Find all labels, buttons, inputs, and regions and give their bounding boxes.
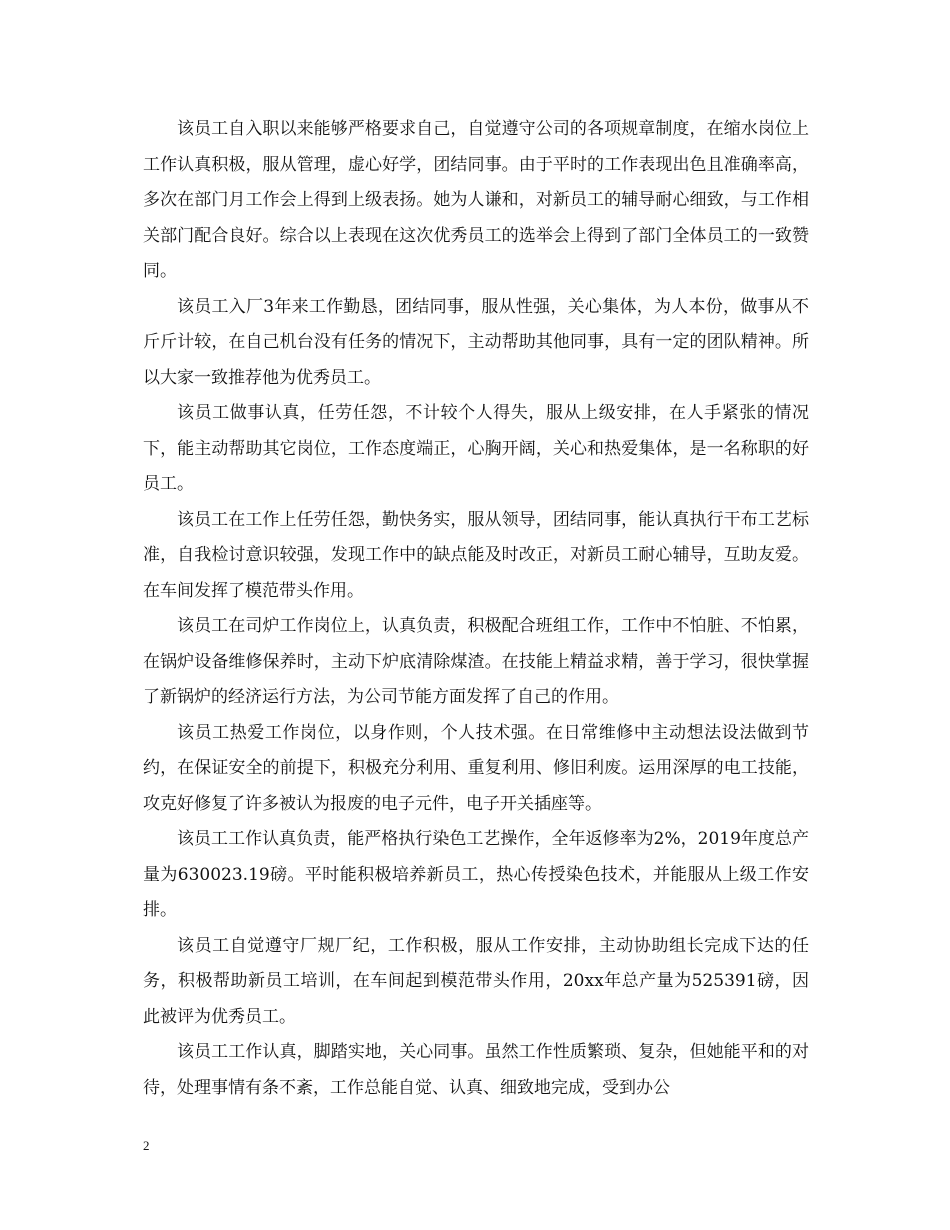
paragraph-9: 该员工工作认真，脚踏实地，关心同事。虽然工作性质繁琐、复杂，但她能平和的对待，处理事情有条不紊，工作总能自觉、认真、细致地完成，受到办公 xyxy=(143,1042,809,1098)
paragraph-2: 该员工入厂3年来工作勤恳，团结同事，服从性强，关心集体，为人本份，做事从不斤斤计较，在自己机台没有任务的情况下，主动帮助其他同事，具有一定的团队精神。所以大家一致推荐他为优秀员工。 xyxy=(143,296,809,388)
paragraph-6: 该员工热爱工作岗位，以身作则，个人技术强。在日常维修中主动想法设法做到节约，在保证安全的前提下，积极充分利用、重复利用、修旧利废。运用深厚的电工技能，攻克好修复了许多被认为报废的电子元件，电子开关插座等。 xyxy=(143,722,809,814)
paragraph-4: 该员工在工作上任劳任怨，勤快务实，服从领导，团结同事，能认真执行干布工艺标准，自我检讨意识较强，发现工作中的缺点能及时改正，对新员工耐心辅导，互助友爱。在车间发挥了模范带头作用。 xyxy=(143,509,809,601)
paragraph-3: 该员工做事认真，任劳任怨，不计较个人得失，服从上级安排，在人手紧张的情况下，能主动帮助其它岗位，工作态度端正，心胸开阔，关心和热爱集体，是一名称职的好员工。 xyxy=(143,403,809,494)
page-number: 2 xyxy=(143,1138,150,1153)
paragraph-5: 该员工在司炉工作岗位上，认真负责，积极配合班组工作，工作中不怕脏、不怕累，在锅炉设备维修保养时，主动下炉底清除煤渣。在技能上精益求精，善于学习，很快掌握了新锅炉的经济运行方法，为公司节能方面发挥了自己的作用。 xyxy=(143,616,809,707)
paragraph-1: 该员工自入职以来能够严格要求自己，自觉遵守公司的各项规章制度，在缩水岗位上工作认真积极，服从管理，虚心好学，团结同事。由于平时的工作表现出色且准确率高，多次在部门月工作会上得到上级表扬。她为人谦和，对新员工的辅导耐心细致，与工作相关部门配合良好。综合以上表现在这次优秀员工的选举会上得到了部门全体员工的一致赞同。 xyxy=(143,119,809,281)
paragraph-8: 该员工自觉遵守厂规厂纪，工作积极，服从工作安排，主动协助组长完成下达的任务，积极帮助新员工培训，在车间起到模范带头作用，20xx年总产量为525391磅，因此被评为优秀员工。 xyxy=(143,935,809,1027)
paragraph-7: 该员工工作认真负责，能严格执行染色工艺操作，全年返修率为2%，2019年度总产量为630023.19磅。平时能积极培养新员工，热心传授染色技术，并能服从上级工作安排。 xyxy=(143,829,809,920)
document-body xyxy=(143,112,809,1106)
